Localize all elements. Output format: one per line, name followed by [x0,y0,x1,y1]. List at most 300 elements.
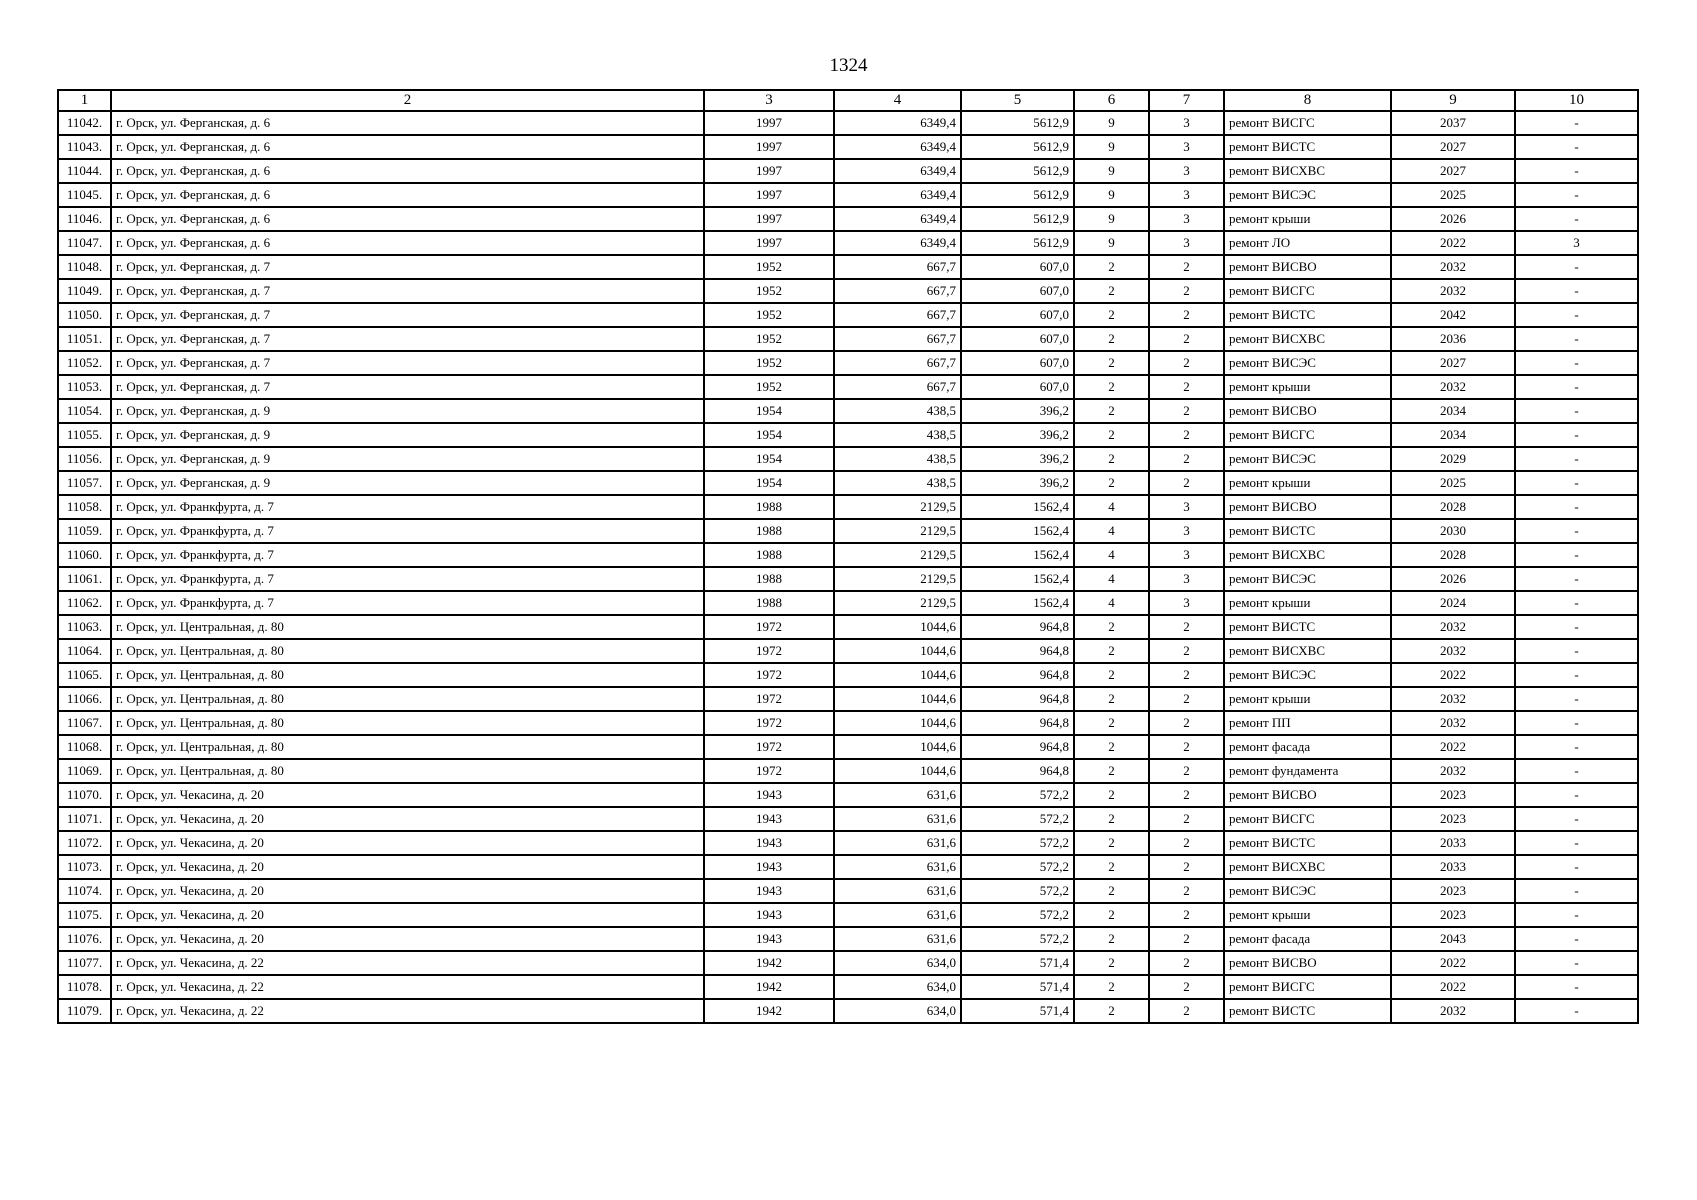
cell-floors: 2 [1074,855,1149,879]
cell-floors: 2 [1074,735,1149,759]
cell-total-area: 2129,5 [834,567,961,591]
cell-floors: 2 [1074,447,1149,471]
cell-work-type: ремонт крыши [1224,471,1391,495]
cell-address: г. Орск, ул. Ферганская, д. 9 [111,471,704,495]
cell-work-type: ремонт ВИСЭС [1224,447,1391,471]
cell-address: г. Орск, ул. Франкфурта, д. 7 [111,543,704,567]
cell-living-area: 607,0 [961,255,1074,279]
cell-work-type: ремонт ВИСХВС [1224,855,1391,879]
cell-address: г. Орск, ул. Франкфурта, д. 7 [111,519,704,543]
cell-year-built: 1952 [704,327,834,351]
cell-living-area: 396,2 [961,423,1074,447]
cell-total-area: 667,7 [834,303,961,327]
cell-work-type: ремонт ВИСТС [1224,831,1391,855]
cell-year-built: 1988 [704,567,834,591]
cell-living-area: 607,0 [961,279,1074,303]
cell-note: - [1515,903,1638,927]
cell-living-area: 964,8 [961,735,1074,759]
cell-total-area: 1044,6 [834,663,961,687]
cell-year-built: 1997 [704,159,834,183]
cell-row-number: 11078. [58,975,111,999]
cell-work-type: ремонт ВИСХВС [1224,639,1391,663]
repair-schedule-table [57,89,1639,1024]
cell-floors: 2 [1074,615,1149,639]
cell-planned-year: 2022 [1391,663,1515,687]
cell-entrances: 3 [1149,183,1224,207]
table-row [58,111,1638,135]
cell-entrances: 3 [1149,567,1224,591]
cell-entrances: 2 [1149,735,1224,759]
cell-year-built: 1952 [704,375,834,399]
cell-work-type: ремонт ВИСВО [1224,255,1391,279]
cell-living-area: 396,2 [961,471,1074,495]
cell-work-type: ремонт ВИСГС [1224,975,1391,999]
cell-planned-year: 2025 [1391,471,1515,495]
cell-year-built: 1943 [704,831,834,855]
cell-total-area: 1044,6 [834,687,961,711]
cell-row-number: 11051. [58,327,111,351]
cell-year-built: 1952 [704,255,834,279]
cell-address: г. Орск, ул. Ферганская, д. 6 [111,207,704,231]
cell-row-number: 11071. [58,807,111,831]
cell-note: - [1515,615,1638,639]
cell-work-type: ремонт ВИСТС [1224,999,1391,1023]
cell-total-area: 631,6 [834,807,961,831]
column-header-6: 6 [1074,90,1149,111]
cell-floors: 2 [1074,351,1149,375]
cell-note: - [1515,855,1638,879]
table-row [58,351,1638,375]
cell-total-area: 1044,6 [834,639,961,663]
table-row [58,135,1638,159]
cell-total-area: 438,5 [834,471,961,495]
table-row [58,903,1638,927]
cell-floors: 2 [1074,951,1149,975]
cell-entrances: 2 [1149,783,1224,807]
cell-entrances: 3 [1149,207,1224,231]
cell-living-area: 572,2 [961,807,1074,831]
cell-address: г. Орск, ул. Центральная, д. 80 [111,639,704,663]
table-row [58,687,1638,711]
cell-living-area: 5612,9 [961,111,1074,135]
cell-planned-year: 2026 [1391,567,1515,591]
column-header-7: 7 [1149,90,1224,111]
cell-planned-year: 2032 [1391,615,1515,639]
cell-planned-year: 2032 [1391,279,1515,303]
cell-note: - [1515,423,1638,447]
cell-floors: 2 [1074,255,1149,279]
cell-living-area: 572,2 [961,831,1074,855]
cell-floors: 2 [1074,711,1149,735]
cell-work-type: ремонт ВИСХВС [1224,159,1391,183]
cell-row-number: 11052. [58,351,111,375]
cell-living-area: 964,8 [961,663,1074,687]
cell-entrances: 2 [1149,855,1224,879]
cell-total-area: 1044,6 [834,615,961,639]
cell-address: г. Орск, ул. Ферганская, д. 7 [111,351,704,375]
cell-floors: 4 [1074,543,1149,567]
cell-planned-year: 2023 [1391,879,1515,903]
cell-entrances: 3 [1149,591,1224,615]
table-row [58,399,1638,423]
cell-address: г. Орск, ул. Центральная, д. 80 [111,711,704,735]
cell-floors: 2 [1074,375,1149,399]
cell-note: - [1515,519,1638,543]
cell-row-number: 11046. [58,207,111,231]
cell-planned-year: 2032 [1391,711,1515,735]
cell-note: - [1515,807,1638,831]
table-row [58,951,1638,975]
cell-floors: 9 [1074,135,1149,159]
cell-work-type: ремонт ВИСХВС [1224,543,1391,567]
cell-floors: 2 [1074,975,1149,999]
cell-row-number: 11055. [58,423,111,447]
cell-work-type: ремонт фундамента [1224,759,1391,783]
cell-row-number: 11074. [58,879,111,903]
cell-year-built: 1997 [704,111,834,135]
cell-row-number: 11065. [58,663,111,687]
cell-row-number: 11050. [58,303,111,327]
table-header-row [58,90,1638,111]
cell-note: - [1515,879,1638,903]
cell-floors: 2 [1074,807,1149,831]
cell-address: г. Орск, ул. Чекасина, д. 20 [111,807,704,831]
cell-planned-year: 2032 [1391,759,1515,783]
cell-entrances: 2 [1149,711,1224,735]
cell-living-area: 607,0 [961,351,1074,375]
cell-address: г. Орск, ул. Ферганская, д. 7 [111,255,704,279]
cell-row-number: 11061. [58,567,111,591]
table-row [58,423,1638,447]
column-header-2: 2 [111,90,704,111]
table-row [58,759,1638,783]
column-header-5: 5 [961,90,1074,111]
cell-note: - [1515,447,1638,471]
cell-total-area: 631,6 [834,855,961,879]
cell-address: г. Орск, ул. Центральная, д. 80 [111,615,704,639]
cell-total-area: 6349,4 [834,183,961,207]
table-row [58,855,1638,879]
cell-row-number: 11057. [58,471,111,495]
cell-note: - [1515,255,1638,279]
cell-floors: 2 [1074,471,1149,495]
table-row [58,375,1638,399]
cell-planned-year: 2032 [1391,999,1515,1023]
cell-work-type: ремонт крыши [1224,903,1391,927]
cell-planned-year: 2025 [1391,183,1515,207]
table-row [58,543,1638,567]
cell-planned-year: 2022 [1391,951,1515,975]
cell-work-type: ремонт ВИСЭС [1224,663,1391,687]
cell-row-number: 11072. [58,831,111,855]
table-row [58,639,1638,663]
table-row [58,999,1638,1023]
cell-year-built: 1988 [704,591,834,615]
cell-entrances: 2 [1149,375,1224,399]
cell-entrances: 2 [1149,423,1224,447]
cell-living-area: 607,0 [961,303,1074,327]
cell-total-area: 438,5 [834,399,961,423]
cell-planned-year: 2028 [1391,495,1515,519]
cell-living-area: 572,2 [961,855,1074,879]
cell-total-area: 6349,4 [834,231,961,255]
cell-row-number: 11067. [58,711,111,735]
cell-floors: 2 [1074,831,1149,855]
column-header-9: 9 [1391,90,1515,111]
cell-living-area: 964,8 [961,639,1074,663]
cell-year-built: 1997 [704,207,834,231]
cell-total-area: 667,7 [834,351,961,375]
cell-entrances: 3 [1149,495,1224,519]
cell-note: - [1515,207,1638,231]
cell-entrances: 3 [1149,159,1224,183]
cell-entrances: 2 [1149,255,1224,279]
cell-planned-year: 2032 [1391,255,1515,279]
cell-entrances: 2 [1149,639,1224,663]
cell-address: г. Орск, ул. Ферганская, д. 9 [111,399,704,423]
cell-note: - [1515,687,1638,711]
cell-living-area: 571,4 [961,951,1074,975]
cell-planned-year: 2023 [1391,903,1515,927]
cell-work-type: ремонт ВИСТС [1224,303,1391,327]
cell-note: - [1515,783,1638,807]
cell-row-number: 11054. [58,399,111,423]
cell-year-built: 1942 [704,975,834,999]
cell-planned-year: 2022 [1391,231,1515,255]
cell-work-type: ремонт крыши [1224,687,1391,711]
table-row [58,879,1638,903]
cell-year-built: 1952 [704,279,834,303]
cell-floors: 2 [1074,327,1149,351]
cell-total-area: 631,6 [834,927,961,951]
cell-note: - [1515,831,1638,855]
cell-work-type: ремонт ВИСВО [1224,951,1391,975]
cell-work-type: ремонт ВИСТС [1224,615,1391,639]
cell-address: г. Орск, ул. Центральная, д. 80 [111,687,704,711]
cell-living-area: 571,4 [961,999,1074,1023]
cell-floors: 2 [1074,903,1149,927]
cell-work-type: ремонт ВИСГС [1224,279,1391,303]
table-row [58,567,1638,591]
cell-planned-year: 2030 [1391,519,1515,543]
cell-work-type: ремонт ВИСХВС [1224,327,1391,351]
table-row [58,615,1638,639]
cell-row-number: 11044. [58,159,111,183]
cell-row-number: 11058. [58,495,111,519]
cell-floors: 2 [1074,303,1149,327]
cell-planned-year: 2036 [1391,327,1515,351]
cell-row-number: 11066. [58,687,111,711]
cell-year-built: 1942 [704,951,834,975]
cell-row-number: 11062. [58,591,111,615]
cell-year-built: 1972 [704,615,834,639]
cell-year-built: 1972 [704,711,834,735]
cell-floors: 4 [1074,567,1149,591]
cell-note: - [1515,975,1638,999]
table-row [58,303,1638,327]
cell-year-built: 1943 [704,807,834,831]
column-header-1: 1 [58,90,111,111]
cell-total-area: 634,0 [834,951,961,975]
cell-year-built: 1997 [704,183,834,207]
cell-total-area: 631,6 [834,903,961,927]
cell-living-area: 1562,4 [961,567,1074,591]
cell-note: - [1515,759,1638,783]
table-row [58,183,1638,207]
cell-floors: 2 [1074,879,1149,903]
cell-living-area: 571,4 [961,975,1074,999]
cell-row-number: 11075. [58,903,111,927]
cell-living-area: 5612,9 [961,183,1074,207]
cell-entrances: 2 [1149,831,1224,855]
cell-address: г. Орск, ул. Ферганская, д. 9 [111,423,704,447]
cell-year-built: 1954 [704,447,834,471]
cell-note: - [1515,471,1638,495]
cell-entrances: 2 [1149,663,1224,687]
cell-address: г. Орск, ул. Ферганская, д. 6 [111,231,704,255]
cell-floors: 4 [1074,519,1149,543]
cell-note: - [1515,327,1638,351]
cell-work-type: ремонт ВИСЭС [1224,567,1391,591]
cell-note: - [1515,111,1638,135]
cell-note: - [1515,639,1638,663]
table-row [58,807,1638,831]
cell-address: г. Орск, ул. Ферганская, д. 6 [111,159,704,183]
cell-work-type: ремонт ВИСГС [1224,111,1391,135]
column-header-4: 4 [834,90,961,111]
cell-year-built: 1972 [704,735,834,759]
cell-living-area: 5612,9 [961,231,1074,255]
table-row [58,663,1638,687]
cell-note: - [1515,375,1638,399]
cell-row-number: 11070. [58,783,111,807]
table-row [58,591,1638,615]
cell-row-number: 11043. [58,135,111,159]
cell-note: - [1515,999,1638,1023]
cell-address: г. Орск, ул. Чекасина, д. 20 [111,855,704,879]
cell-note: - [1515,543,1638,567]
cell-row-number: 11076. [58,927,111,951]
cell-total-area: 631,6 [834,783,961,807]
cell-work-type: ремонт ВИСВО [1224,495,1391,519]
cell-work-type: ремонт крыши [1224,591,1391,615]
cell-entrances: 3 [1149,135,1224,159]
cell-entrances: 2 [1149,687,1224,711]
cell-entrances: 3 [1149,231,1224,255]
cell-total-area: 667,7 [834,255,961,279]
cell-row-number: 11079. [58,999,111,1023]
cell-row-number: 11053. [58,375,111,399]
cell-address: г. Орск, ул. Ферганская, д. 7 [111,279,704,303]
cell-address: г. Орск, ул. Центральная, д. 80 [111,759,704,783]
cell-entrances: 2 [1149,615,1224,639]
cell-planned-year: 2034 [1391,423,1515,447]
cell-year-built: 1943 [704,855,834,879]
cell-entrances: 2 [1149,879,1224,903]
cell-living-area: 572,2 [961,879,1074,903]
cell-year-built: 1972 [704,663,834,687]
cell-address: г. Орск, ул. Франкфурта, д. 7 [111,495,704,519]
cell-address: г. Орск, ул. Ферганская, д. 6 [111,111,704,135]
cell-note: - [1515,591,1638,615]
table-row [58,711,1638,735]
cell-row-number: 11048. [58,255,111,279]
cell-planned-year: 2037 [1391,111,1515,135]
cell-total-area: 438,5 [834,447,961,471]
cell-work-type: ремонт ВИСЭС [1224,351,1391,375]
cell-year-built: 1988 [704,543,834,567]
cell-total-area: 6349,4 [834,111,961,135]
cell-note: 3 [1515,231,1638,255]
cell-planned-year: 2032 [1391,639,1515,663]
cell-total-area: 438,5 [834,423,961,447]
cell-work-type: ремонт ВИСТС [1224,135,1391,159]
table-row [58,519,1638,543]
cell-year-built: 1952 [704,303,834,327]
cell-note: - [1515,927,1638,951]
cell-address: г. Орск, ул. Ферганская, д. 7 [111,375,704,399]
table-row [58,495,1638,519]
cell-living-area: 1562,4 [961,519,1074,543]
cell-living-area: 964,8 [961,711,1074,735]
cell-row-number: 11063. [58,615,111,639]
cell-work-type: ремонт ПП [1224,711,1391,735]
cell-year-built: 1943 [704,903,834,927]
cell-total-area: 1044,6 [834,759,961,783]
cell-row-number: 11077. [58,951,111,975]
column-header-10: 10 [1515,90,1638,111]
cell-address: г. Орск, ул. Ферганская, д. 6 [111,183,704,207]
cell-entrances: 2 [1149,759,1224,783]
cell-row-number: 11059. [58,519,111,543]
cell-year-built: 1943 [704,783,834,807]
cell-address: г. Орск, ул. Чекасина, д. 22 [111,951,704,975]
cell-entrances: 3 [1149,111,1224,135]
cell-living-area: 396,2 [961,399,1074,423]
cell-living-area: 572,2 [961,903,1074,927]
cell-planned-year: 2024 [1391,591,1515,615]
cell-entrances: 2 [1149,279,1224,303]
cell-note: - [1515,159,1638,183]
cell-entrances: 2 [1149,975,1224,999]
cell-total-area: 631,6 [834,879,961,903]
cell-living-area: 1562,4 [961,591,1074,615]
cell-living-area: 5612,9 [961,207,1074,231]
cell-entrances: 2 [1149,327,1224,351]
cell-address: г. Орск, ул. Ферганская, д. 7 [111,303,704,327]
cell-row-number: 11049. [58,279,111,303]
cell-planned-year: 2023 [1391,807,1515,831]
cell-row-number: 11047. [58,231,111,255]
cell-address: г. Орск, ул. Франкфурта, д. 7 [111,591,704,615]
cell-entrances: 2 [1149,351,1224,375]
cell-note: - [1515,399,1638,423]
cell-work-type: ремонт ЛО [1224,231,1391,255]
cell-address: г. Орск, ул. Чекасина, д. 20 [111,879,704,903]
cell-living-area: 572,2 [961,927,1074,951]
cell-planned-year: 2022 [1391,735,1515,759]
cell-living-area: 572,2 [961,783,1074,807]
cell-living-area: 396,2 [961,447,1074,471]
cell-year-built: 1954 [704,423,834,447]
cell-floors: 4 [1074,591,1149,615]
cell-year-built: 1988 [704,495,834,519]
table-row [58,927,1638,951]
table-row [58,447,1638,471]
table-row [58,231,1638,255]
cell-row-number: 11045. [58,183,111,207]
cell-floors: 2 [1074,663,1149,687]
